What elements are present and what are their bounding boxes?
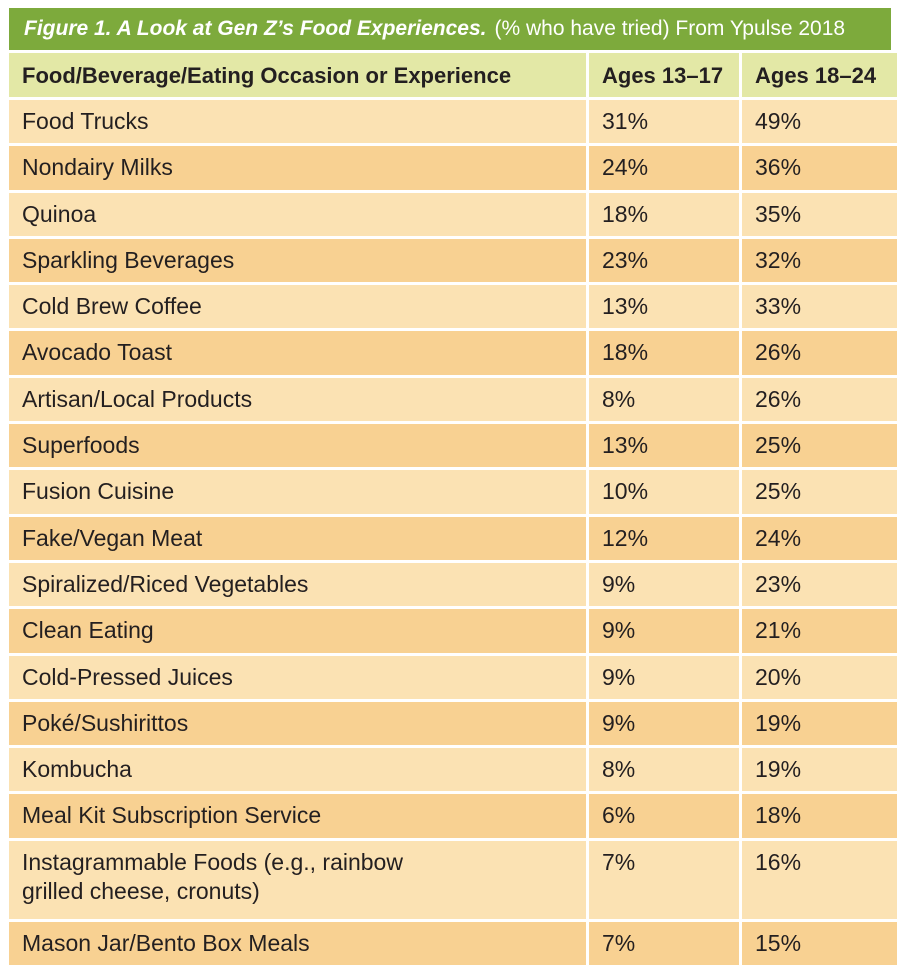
table-row xyxy=(9,331,897,374)
item-cell: Fusion Cuisine xyxy=(9,470,586,513)
table-row xyxy=(9,239,897,282)
item-cell: Meal Kit Subscription Service xyxy=(9,794,586,837)
table-row xyxy=(9,146,897,189)
ages-18-24-cell: 23% xyxy=(742,563,897,606)
data-table xyxy=(6,50,900,968)
ages-13-17-cell: 12% xyxy=(589,517,739,560)
ages-18-24-cell: 16% xyxy=(742,841,897,919)
ages-18-24-cell: 35% xyxy=(742,193,897,236)
table-row xyxy=(9,794,897,837)
item-cell: Cold-Pressed Juices xyxy=(9,656,586,699)
item-cell: Quinoa xyxy=(9,193,586,236)
ages-18-24-cell: 21% xyxy=(742,609,897,652)
ages-13-17-cell: 9% xyxy=(589,702,739,745)
ages-18-24-cell: 18% xyxy=(742,794,897,837)
item-cell: Food Trucks xyxy=(9,100,586,143)
ages-13-17-cell: 18% xyxy=(589,193,739,236)
figure-table xyxy=(9,8,891,973)
ages-18-24-cell: 20% xyxy=(742,656,897,699)
ages-13-17-cell: 31% xyxy=(589,100,739,143)
item-cell: Artisan/Local Products xyxy=(9,378,586,421)
table-row xyxy=(9,378,897,421)
item-cell: Nondairy Milks xyxy=(9,146,586,189)
item-cell: Superfoods xyxy=(9,424,586,467)
table-row xyxy=(9,609,897,652)
ages-13-17-cell: 7% xyxy=(589,841,739,919)
ages-18-24-cell: 26% xyxy=(742,331,897,374)
table-row xyxy=(9,424,897,467)
header-row xyxy=(9,53,897,97)
table-row xyxy=(9,841,897,919)
table-row xyxy=(9,702,897,745)
ages-13-17-cell: 6% xyxy=(589,794,739,837)
ages-18-24-cell: 33% xyxy=(742,285,897,328)
ages-13-17-cell: 24% xyxy=(589,146,739,189)
table-body xyxy=(9,100,897,965)
figure-title-bar xyxy=(9,8,891,50)
table-row xyxy=(9,193,897,236)
table-row xyxy=(9,563,897,606)
ages-13-17-cell: 9% xyxy=(589,656,739,699)
figure-title: Figure 1. A Look at Gen Z’s Food Experiences. xyxy=(24,17,487,40)
table-row xyxy=(9,517,897,560)
ages-13-17-cell: 18% xyxy=(589,331,739,374)
figure-subtitle: (% who have tried) From Ypulse 2018 xyxy=(494,17,846,40)
ages-18-24-cell: 25% xyxy=(742,470,897,513)
ages-13-17-cell: 8% xyxy=(589,378,739,421)
table-row xyxy=(9,470,897,513)
ages-13-17-cell: 13% xyxy=(589,285,739,328)
table-row xyxy=(9,285,897,328)
item-cell: Poké/Sushirittos xyxy=(9,702,586,745)
item-cell: Cold Brew Coffee xyxy=(9,285,586,328)
ages-18-24-cell: 19% xyxy=(742,748,897,791)
ages-18-24-cell: 19% xyxy=(742,702,897,745)
ages-13-17-cell: 10% xyxy=(589,470,739,513)
column-header: Ages 13–17 xyxy=(589,53,739,97)
ages-18-24-cell: 26% xyxy=(742,378,897,421)
ages-18-24-cell: 25% xyxy=(742,424,897,467)
table-row xyxy=(9,100,897,143)
ages-13-17-cell: 23% xyxy=(589,239,739,282)
item-cell: Mason Jar/Bento Box Meals xyxy=(9,922,586,965)
item-cell: Instagrammable Foods (e.g., rainbow grilled cheese, cronuts) xyxy=(9,841,586,919)
ages-13-17-cell: 8% xyxy=(589,748,739,791)
ages-13-17-cell: 13% xyxy=(589,424,739,467)
table-row xyxy=(9,748,897,791)
ages-13-17-cell: 7% xyxy=(589,922,739,965)
ages-18-24-cell: 49% xyxy=(742,100,897,143)
ages-13-17-cell: 9% xyxy=(589,609,739,652)
item-cell: Clean Eating xyxy=(9,609,586,652)
ages-13-17-cell: 9% xyxy=(589,563,739,606)
column-header: Food/Beverage/Eating Occasion or Experience xyxy=(9,53,586,97)
item-cell: Fake/Vegan Meat xyxy=(9,517,586,560)
table-row xyxy=(9,656,897,699)
column-header: Ages 18–24 xyxy=(742,53,897,97)
item-cell: Kombucha xyxy=(9,748,586,791)
item-cell: Spiralized/Riced Vegetables xyxy=(9,563,586,606)
ages-18-24-cell: 32% xyxy=(742,239,897,282)
ages-18-24-cell: 24% xyxy=(742,517,897,560)
table-row xyxy=(9,922,897,965)
ages-18-24-cell: 15% xyxy=(742,922,897,965)
item-cell: Avocado Toast xyxy=(9,331,586,374)
item-cell: Sparkling Beverages xyxy=(9,239,586,282)
ages-18-24-cell: 36% xyxy=(742,146,897,189)
